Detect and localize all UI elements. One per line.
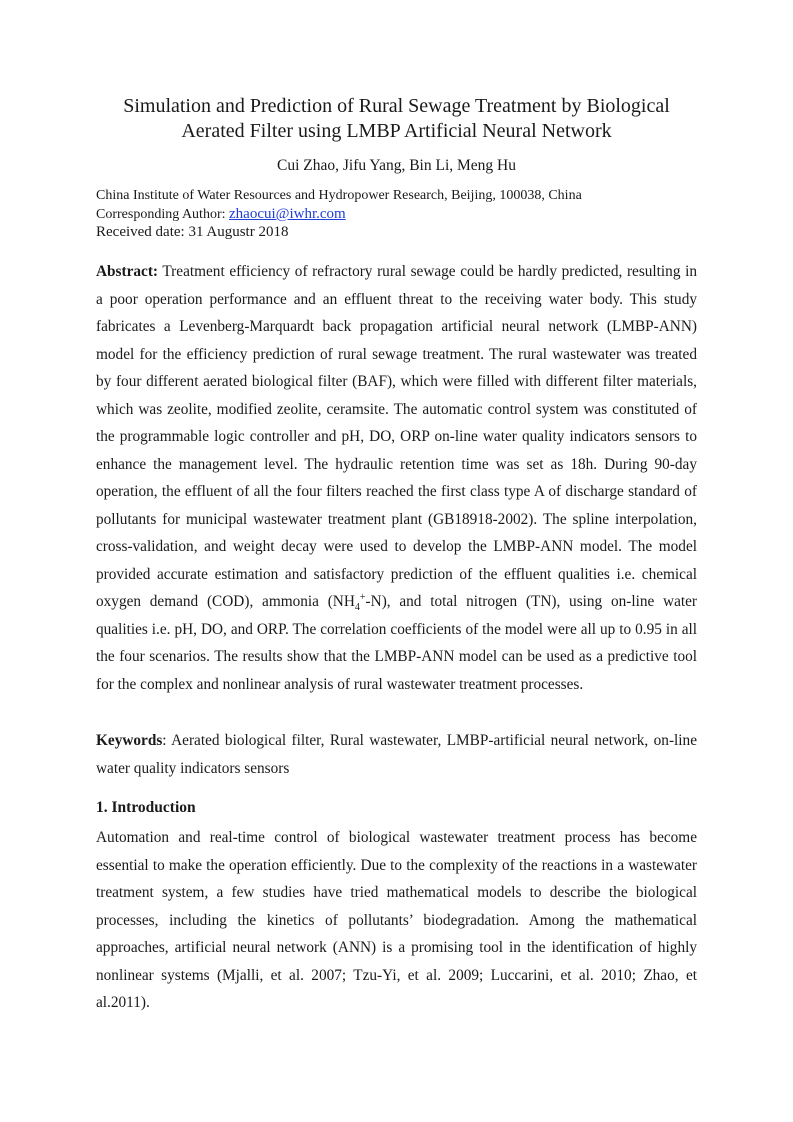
keywords-separator: : xyxy=(162,732,167,749)
corresponding-email-link[interactable]: zhaocui@iwhr.com xyxy=(229,206,346,222)
abstract-label: Abstract: xyxy=(96,263,159,280)
corresponding-label: Corresponding Author: xyxy=(96,207,229,222)
author-list: Cui Zhao, Jifu Yang, Bin Li, Meng Hu xyxy=(277,157,516,174)
keywords-text: Aerated biological filter, Rural wastewater, LMBP-artificial neural network, on-line water quality indicators sensors xyxy=(96,732,697,777)
introduction-paragraph: Automation and real-time control of biological wastewater treatment process has become essential to make the operation efficiently. Due to the complexity of the reactions in a wastewater treatment system, a few studies have tried mathematical models to describe the biological processes, including the kinetics of pollutants’ biodegradation. Among the mathematical approaches, artificial neural network (ANN) is a promising tool in the identification of highly nonlinear systems (Mjalli, et al. 2007; Tzu-Yi, et al. 2009; Luccarini, et al. 2010; Zhao, et al.2011). xyxy=(96,829,697,1011)
abstract-text-part-1: Treatment efficiency of refractory rural sewage could be hardly predicted, resulting in a poor operation performance and an effluent threat to the receiving water body. This study fabricates a Levenberg-Marquardt back propagation artificial neural network (LMBP-ANN) model for the efficiency prediction of rural sewage treatment. The rural wastewater was treated by four different aerated biological filter (BAF), which were filled with different filter materials, which was zeolite, modified zeolite, ceramsite. The automatic control system was constituted of the programmable logic controller and pH, DO, ORP on-line water quality indicators sensors to enhance the management level. The hydraulic retention time was set as 18h. During 90-day operation, the effluent of all the four filters reached the first class type A of discharge standard of pollutants for municipal wastewater treatment plant (GB18918-2002). The spline interpolation, cross-validation, and weight decay were used to develop the LMBP-ANN model. The model provided accurate estimation and satisfactory prediction of the effluent qualities i.e. chemical oxygen demand (COD), ammonia (NH xyxy=(96,263,697,610)
title-line-2: Aerated Filter using LMBP Artificial Neural Network xyxy=(181,120,612,142)
keywords-label: Keywords xyxy=(96,732,163,749)
corresponding-author xyxy=(96,205,346,224)
introduction-heading: 1. Introduction xyxy=(96,799,196,816)
keywords-paragraph xyxy=(96,727,697,782)
received-date: Received date: 31 Augustr 2018 xyxy=(96,224,289,240)
nh4-subscript: 4 xyxy=(354,602,360,614)
title-line-1: Simulation and Prediction of Rural Sewage Treatment by Biological xyxy=(123,95,670,117)
abstract-text-part-2: -N), and total nitrogen (TN), using on-line water qualities i.e. pH, DO, and ORP. The correlation coefficients of the model were all up to 0.95 in all the four scenarios. The results show that the LMBP-ANN model can be used as a predictive tool for the complex and nonlinear analysis of rural wastewater treatment processes. xyxy=(96,593,697,693)
paper-title xyxy=(60,94,733,144)
abstract-paragraph xyxy=(96,258,697,698)
affiliation: China Institute of Water Resources and Hydropower Research, Beijing, 100038, China xyxy=(96,188,582,203)
nh4-superscript: + xyxy=(359,591,366,603)
